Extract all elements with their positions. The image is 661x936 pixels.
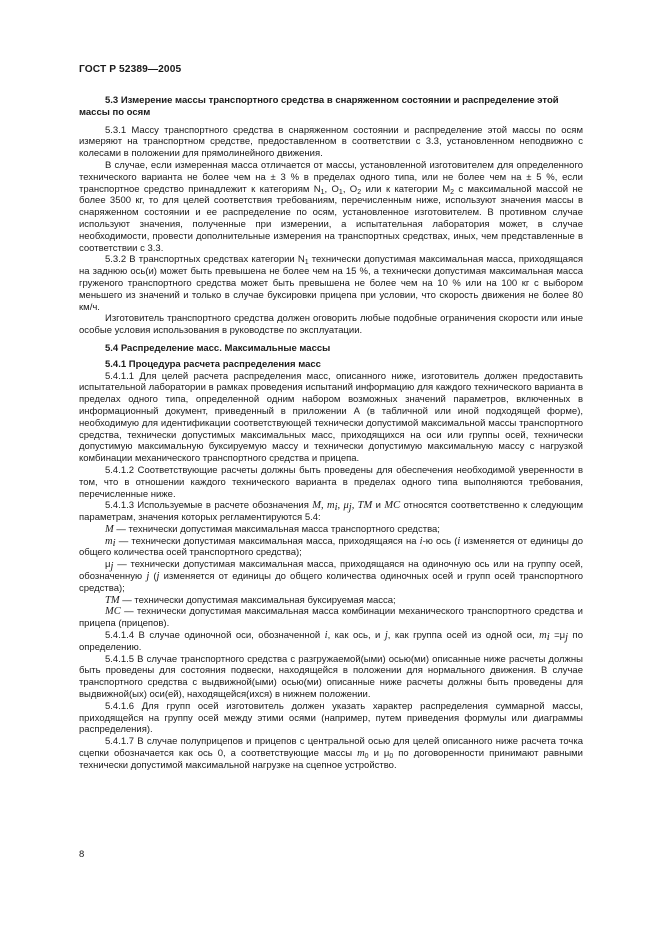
page-content	[79, 95, 583, 772]
paragraph-5-4-1-1: 5.4.1.1 Для целей расчета распределения масс, описанного ниже, изготовитель должен предоставить испытательной лаборатории в рамках проведения испытаний информацию для каждого технического варианта в пределах одного типа, определенной одним набором возможных значений параметров, включенных в информационный документ, приведенный в приложении А (в табличной или иной подходящей форме), необходимую для идентификации соответствующей технически допустимой максимальной массы транспортного средства, технически допустимых максимальных масс, приходящихся на оси или группы осей, технически допустимую максимальную буксируемую массу и технически допустимую максимальную массу с нагрузкой комбинации механического транспортного средства и прицепа.	[79, 370, 583, 465]
definition-mi: $m_i$ — технически допустимая максимальная масса, приходящаяся на i-ю ось (i изменяется от единицы до общего количества осей транспортного средства);	[79, 535, 584, 559]
section-5-3-heading: 5.3 Измерение массы транспортного средства в снаряженном состоянии и распределение этой массы по осям	[79, 95, 559, 118]
paragraph-5-4-1-5: 5.4.1.5 В случае транспортного средства с разгружаемой(ыми) осью(ми) описанные ниже расчеты должны быть проведены для состояния подвески, находящейся в положении для нормального движения. В случае транспортного средства с выдвижной(ыми) осью(ми) описанные ниже расчеты должны быть проведены для выдвижной(ых) оси(ей), находящейся(ихся) в нижнем положении.	[79, 653, 583, 701]
paragraph-5-4-1-7: 5.4.1.7 В случае полуприцепов и прицепов с центральной осью для целей описанного ниже расчета точка сцепки обозначается как ось 0, а соответствующие массы $m_0$ и $\mu_0$ по договоренности принимают равными технически допустимой максимальной нагрузке на сцепное устройство.	[79, 736, 583, 771]
definition-mu-j: $\mu_j$ — технически допустимая максимальная масса, приходящаяся на одиночную ось или на группу осей, обозначенную j (j изменяется от единицы до общего количества одиночных осей и групп осей транспортного средства);	[79, 559, 583, 594]
paragraph-5-3-2: 5.3.2 В транспортных средствах категории $N_1$ технически допустимая максимальная масса, приходящаяся на заднюю ось(и) может быть превышена не более чем на 15 %, а технически допустимая максимальная масса груженого транспортного средства может быть превышена не более чем на 10 % или на 100 кг с выбором меньшего из значений и только в случае буксировки прицепа при условии, что скорость движения не более 80 км/ч.	[79, 254, 583, 313]
paragraph-manufacturer-note: Изготовитель транспортного средства должен оговорить любые подобные ограничения скорости или иные особые условия использования в руководстве по эксплуатации.	[79, 313, 583, 337]
paragraph-5-3-1: 5.3.1 Массу транспортного средства в снаряженном состоянии и распределение этой массы по осям измеряют на транспортном средстве, предоставленном в соответствии с 3.3, установленном неподвижно с колесами в положении для прямолинейного движения.	[79, 124, 583, 160]
paragraph-5-4-1-2: 5.4.1.2 Соответствующие расчеты должны быть проведены для обеспечения необходимой уверенности в том, что в отношении каждого технического варианта в пределах одного типа выполняются требования, перечисленные ниже.	[79, 464, 583, 500]
paragraph-5-4-1-6: 5.4.1.6 Для групп осей изготовитель должен указать характер распределения суммарной массы, приходящейся на группу осей между этими осями (например, путем приведения формулы или диаграммы распределения).	[79, 700, 583, 736]
definition-MC: MC — технически допустимая максимальная масса комбинации механического транспортного средства и прицепа (прицепов).	[79, 606, 583, 630]
section-5-4-1-heading: 5.4.1 Процедура расчета распределения масс	[105, 358, 321, 370]
page-number: 8	[79, 849, 85, 860]
paragraph-5-4-1-3: 5.4.1.3 Используемые в расчете обозначения M, $m_i$, $\mu_j$, TM и MC относятся соответственно к следующим параметрам, значения которых регламентируются 5.4:	[79, 500, 583, 524]
section-5-4-heading: 5.4 Распределение масс. Максимальные массы	[105, 342, 331, 354]
paragraph-5-4-1-4: 5.4.1.4 В случае одиночной оси, обозначенной i, как ось, и j, как группа осей из одной оси, $m_i =\mu_j$ по определению.	[79, 630, 583, 653]
paragraph-5-3-1-cont: В случае, если измеренная масса отличается от массы, установленной изготовителем для определенного технического варианта не более чем на ± 3 % в пределах одного типа, или не более чем на ± 5 %, если транспортное средство принадлежит к категориям $N_1$, $O_1$, $O_2$ или к категории $M_2$ с максимальной массой не более 3500 кг, то для целей соответствия требованиям, перечисленным ниже, используют значения массы в снаряженном состоянии и ее распределение по осям, установленное изготовителем. В противном случае используют значения, полученные при измерении, а испытательная лаборатория может, в случае необходимости, провести дополнительные измерения на транспортных средствах, иных, чем представленные в соответствии с 3.3.	[79, 159, 583, 254]
standard-header: ГОСТ Р 52389—2005	[79, 64, 182, 75]
definition-M: M — технически допустимая максимальная масса транспортного средства;	[105, 523, 440, 535]
definition-TM: TM — технически допустимая максимальная буксируемая масса;	[105, 594, 396, 606]
